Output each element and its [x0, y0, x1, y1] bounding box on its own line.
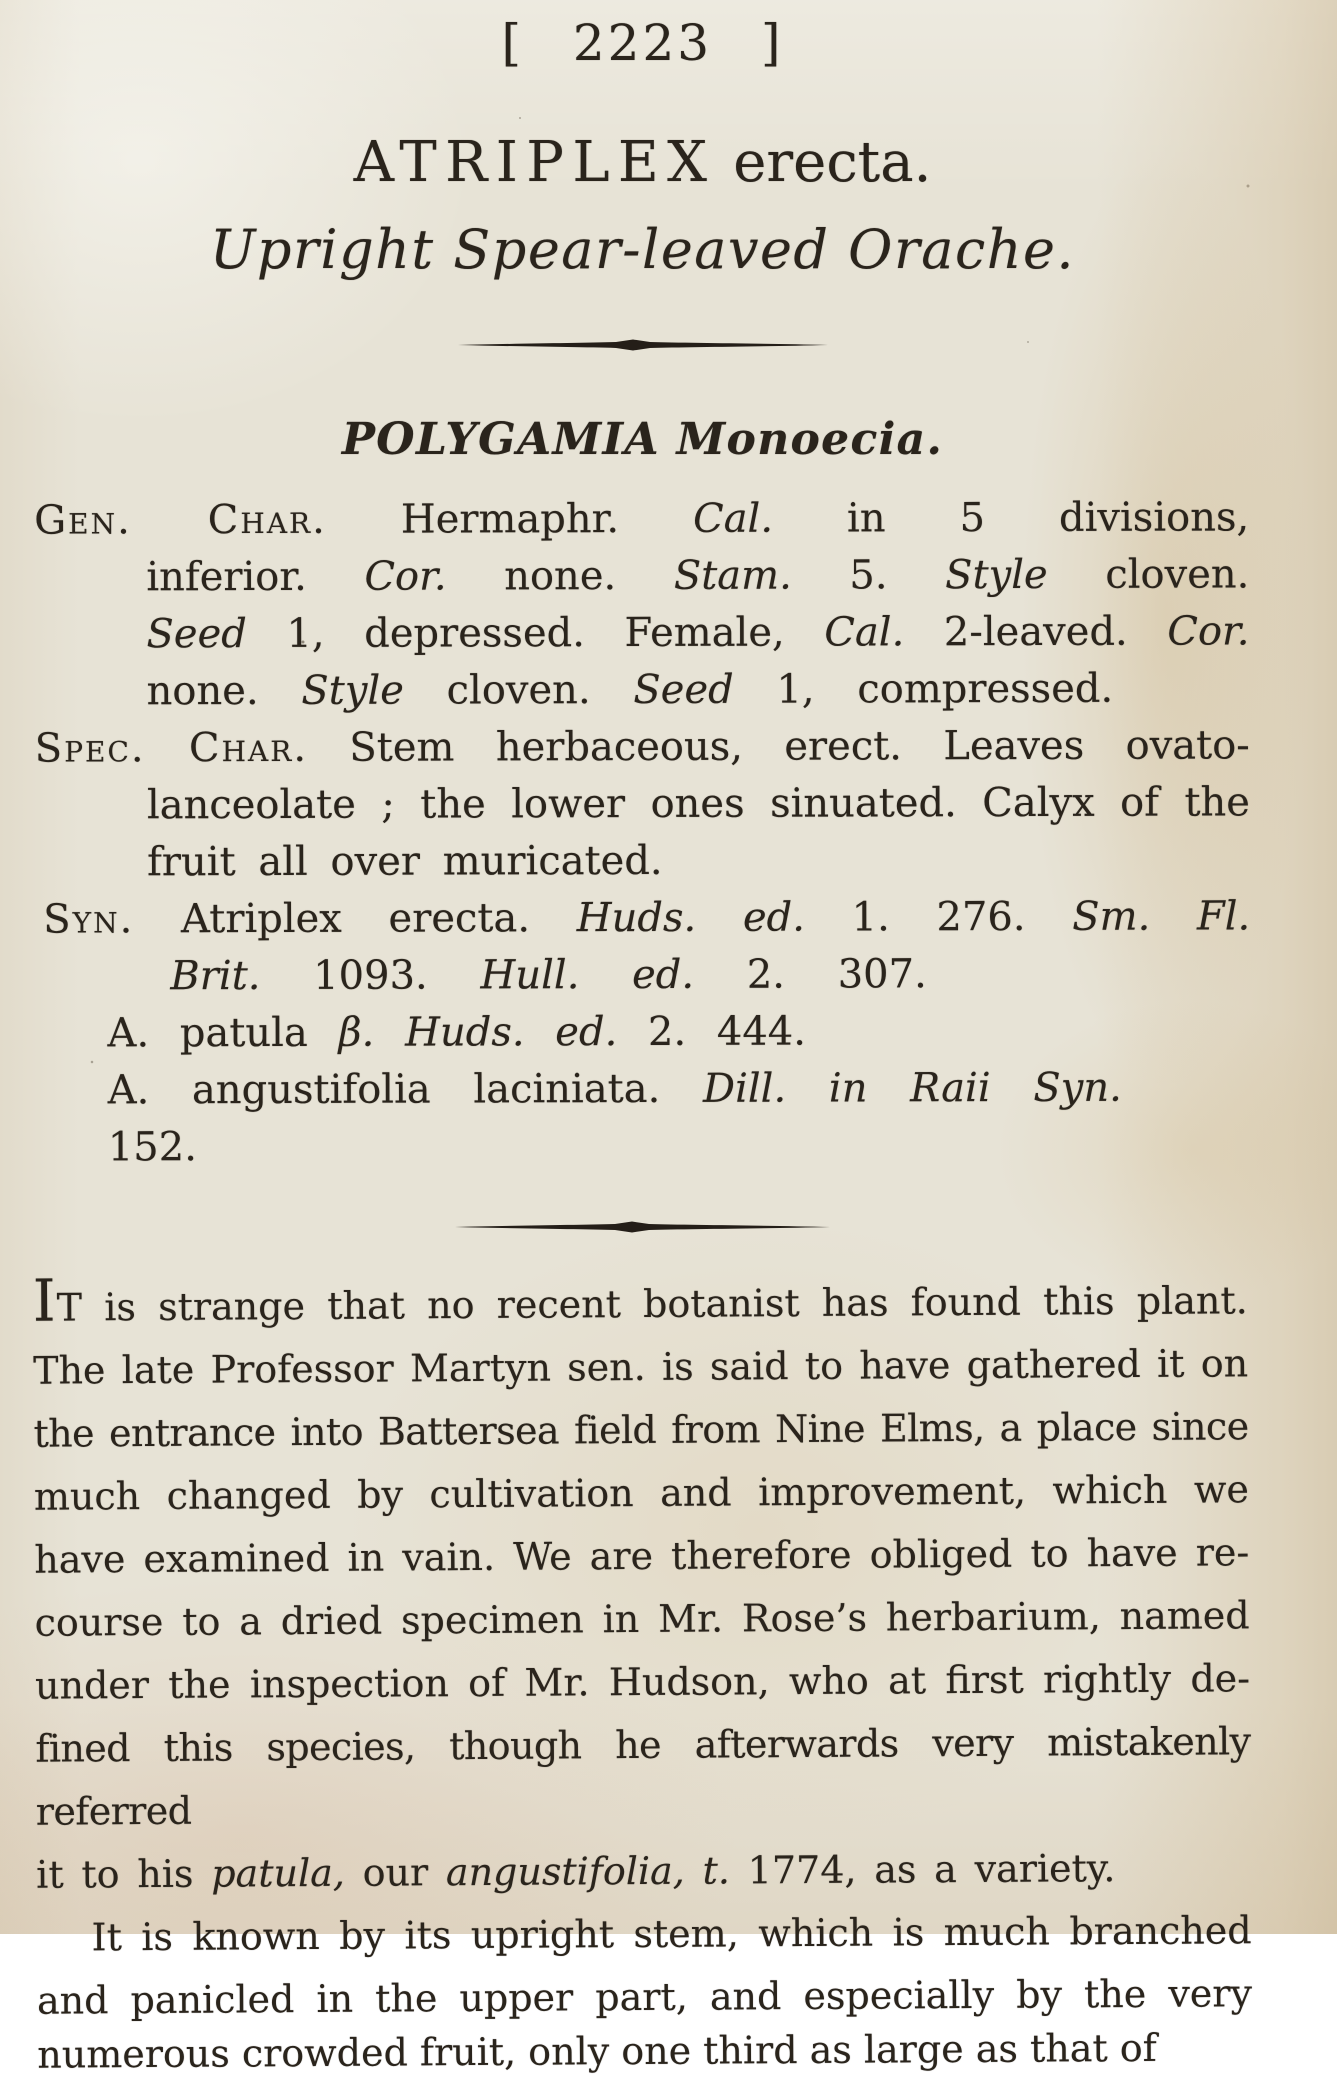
body-line — [32, 1266, 1248, 1339]
text-segment: Seed — [633, 666, 734, 714]
spec-char-line — [35, 774, 1250, 834]
page-number: [ 2223 ] — [501, 14, 784, 72]
text-segment: 152. — [107, 1124, 197, 1171]
text-segment: 1, compressed. — [733, 665, 1114, 713]
text-segment: Style — [301, 667, 404, 714]
text-segment: T — [56, 1285, 83, 1330]
text-segment: Brit. — [170, 953, 261, 1000]
text-segment: It is known by its upright stem, which is much branched — [91, 1908, 1252, 1960]
text-segment: 2-leaved. — [904, 608, 1168, 656]
synonym-line — [35, 888, 1250, 948]
text-segment: Stem herbaceous, erect. Leaves ovato- — [307, 722, 1250, 771]
text-segment: Hermaphr. — [326, 495, 694, 543]
gen-char-line — [34, 546, 1249, 606]
text-segment: A. angustifolia laciniata. — [107, 1065, 704, 1114]
text-segment: 1774, as a variety. — [729, 1846, 1116, 1893]
text-segment: The late Professor Martyn sen. is said to have gathered it on — [33, 1341, 1249, 1393]
text-segment: much changed by cultivation and improvement, which we — [33, 1467, 1250, 1519]
text-segment: erecta. — [715, 130, 932, 195]
synonym-line — [36, 1059, 1251, 1176]
text-segment: Cal. — [824, 609, 905, 656]
common-name-subtitle: Upright Spear-leaved Orache. — [209, 218, 1076, 281]
body-line — [34, 1458, 1249, 1528]
tapered-rule-middle — [455, 1221, 830, 1233]
text-segment: none. — [146, 667, 302, 715]
species-title — [35, 131, 1250, 195]
text-segment: A. patula — [107, 1009, 339, 1057]
gen-char-line — [35, 660, 1250, 720]
text-segment: POLYGAMIA — [341, 414, 660, 465]
body-line — [36, 1899, 1251, 1969]
text-segment: ATRIPLEX — [353, 130, 716, 195]
text-segment: our — [344, 1850, 447, 1895]
text-segment: Style — [945, 551, 1048, 599]
text-segment: Monoecia. — [659, 414, 944, 465]
body-line — [35, 1710, 1251, 1843]
text-segment: inferior. — [146, 553, 365, 601]
text-segment: and panicled in the upper part, and especially by the very — [36, 1971, 1253, 2023]
text-segment: Cal. — [692, 495, 774, 542]
text-segment: fined this species, though he afterwards very mistakenly referred — [35, 1719, 1251, 1834]
text-segment: none. — [446, 552, 674, 600]
text-segment: it to his — [36, 1851, 212, 1897]
body-line — [33, 1395, 1248, 1465]
text-segment: Gen. Char. — [34, 496, 327, 544]
body-paragraphs — [32, 1266, 1253, 2077]
text-segment: 1. 276. — [804, 893, 1073, 941]
text-segment: Cor. — [1167, 608, 1250, 655]
text-segment: numerous crowded fruit, only one third as large as that of — [37, 2025, 1157, 2077]
text-segment: patula, — [211, 1850, 346, 1896]
body-line — [34, 1521, 1249, 1591]
synonym-line — [35, 945, 1250, 1005]
text-segment: Stam. — [673, 552, 792, 599]
body-line — [33, 1332, 1248, 1402]
gen-char-line — [34, 603, 1249, 663]
text-segment: Dill. in Raii Syn. — [702, 1064, 1122, 1112]
spec-char-line — [35, 831, 1250, 891]
text-segment: Sm. Fl. — [1072, 893, 1251, 940]
text-segment: course to a dried specimen in Mr. Rose’s herbarium, named — [34, 1593, 1250, 1645]
body-line-cutoff — [37, 2025, 1252, 2076]
text-segment: Spec. Char. — [34, 724, 309, 772]
page-content — [32, 0, 1253, 2077]
text-segment: the entrance into Battersea field from Nine Elms, a place since — [33, 1404, 1249, 1456]
text-segment: 5. — [791, 552, 946, 599]
body-line — [35, 1647, 1250, 1717]
tapered-rule-top — [458, 339, 828, 351]
text-segment — [374, 1010, 405, 1056]
text-segment: Hull. ed. — [480, 951, 695, 999]
body-line — [36, 1836, 1251, 1906]
text-segment: 1, depressed. Female, — [246, 609, 825, 658]
body-line — [37, 1962, 1252, 2032]
text-segment: Huds. ed. — [576, 894, 805, 942]
text-segment: 2. 307. — [694, 951, 927, 998]
body-line — [34, 1584, 1249, 1654]
text-segment: have examined in vain. We are therefore obliged to have re- — [34, 1530, 1250, 1582]
synonym-line — [35, 1002, 1250, 1062]
text-segment: angustifolia, t. — [445, 1848, 731, 1895]
text-segment: cloven. — [1047, 551, 1250, 598]
classification-heading — [35, 413, 1250, 466]
text-segment: 2. 444. — [617, 1008, 806, 1056]
text-segment: β. — [338, 1009, 375, 1056]
text-segment: Atriplex erecta. — [134, 895, 577, 943]
characters-block — [34, 489, 1251, 1176]
text-segment: fruit all over muricated. — [147, 837, 663, 886]
text-segment: Seed — [146, 611, 247, 658]
text-segment: Cor. — [364, 553, 447, 600]
text-segment: cloven. — [403, 667, 634, 714]
text-segment: Syn. — [43, 896, 135, 943]
text-segment: in 5 divisions, — [772, 494, 1250, 542]
text-segment: I — [32, 1266, 57, 1335]
text-segment: Huds. ed. — [404, 1009, 618, 1056]
text-segment: lanceolate ; the lower ones sinuated. Calyx of the — [146, 779, 1250, 829]
text-segment: is strange that no recent botanist has found this plant. — [81, 1278, 1248, 1330]
text-segment: 1093. — [260, 952, 481, 1000]
text-segment: under the inspection of Mr. Hudson, who at first rightly de- — [34, 1656, 1251, 1708]
gen-char-line — [34, 489, 1249, 549]
spec-char-line — [35, 717, 1250, 777]
